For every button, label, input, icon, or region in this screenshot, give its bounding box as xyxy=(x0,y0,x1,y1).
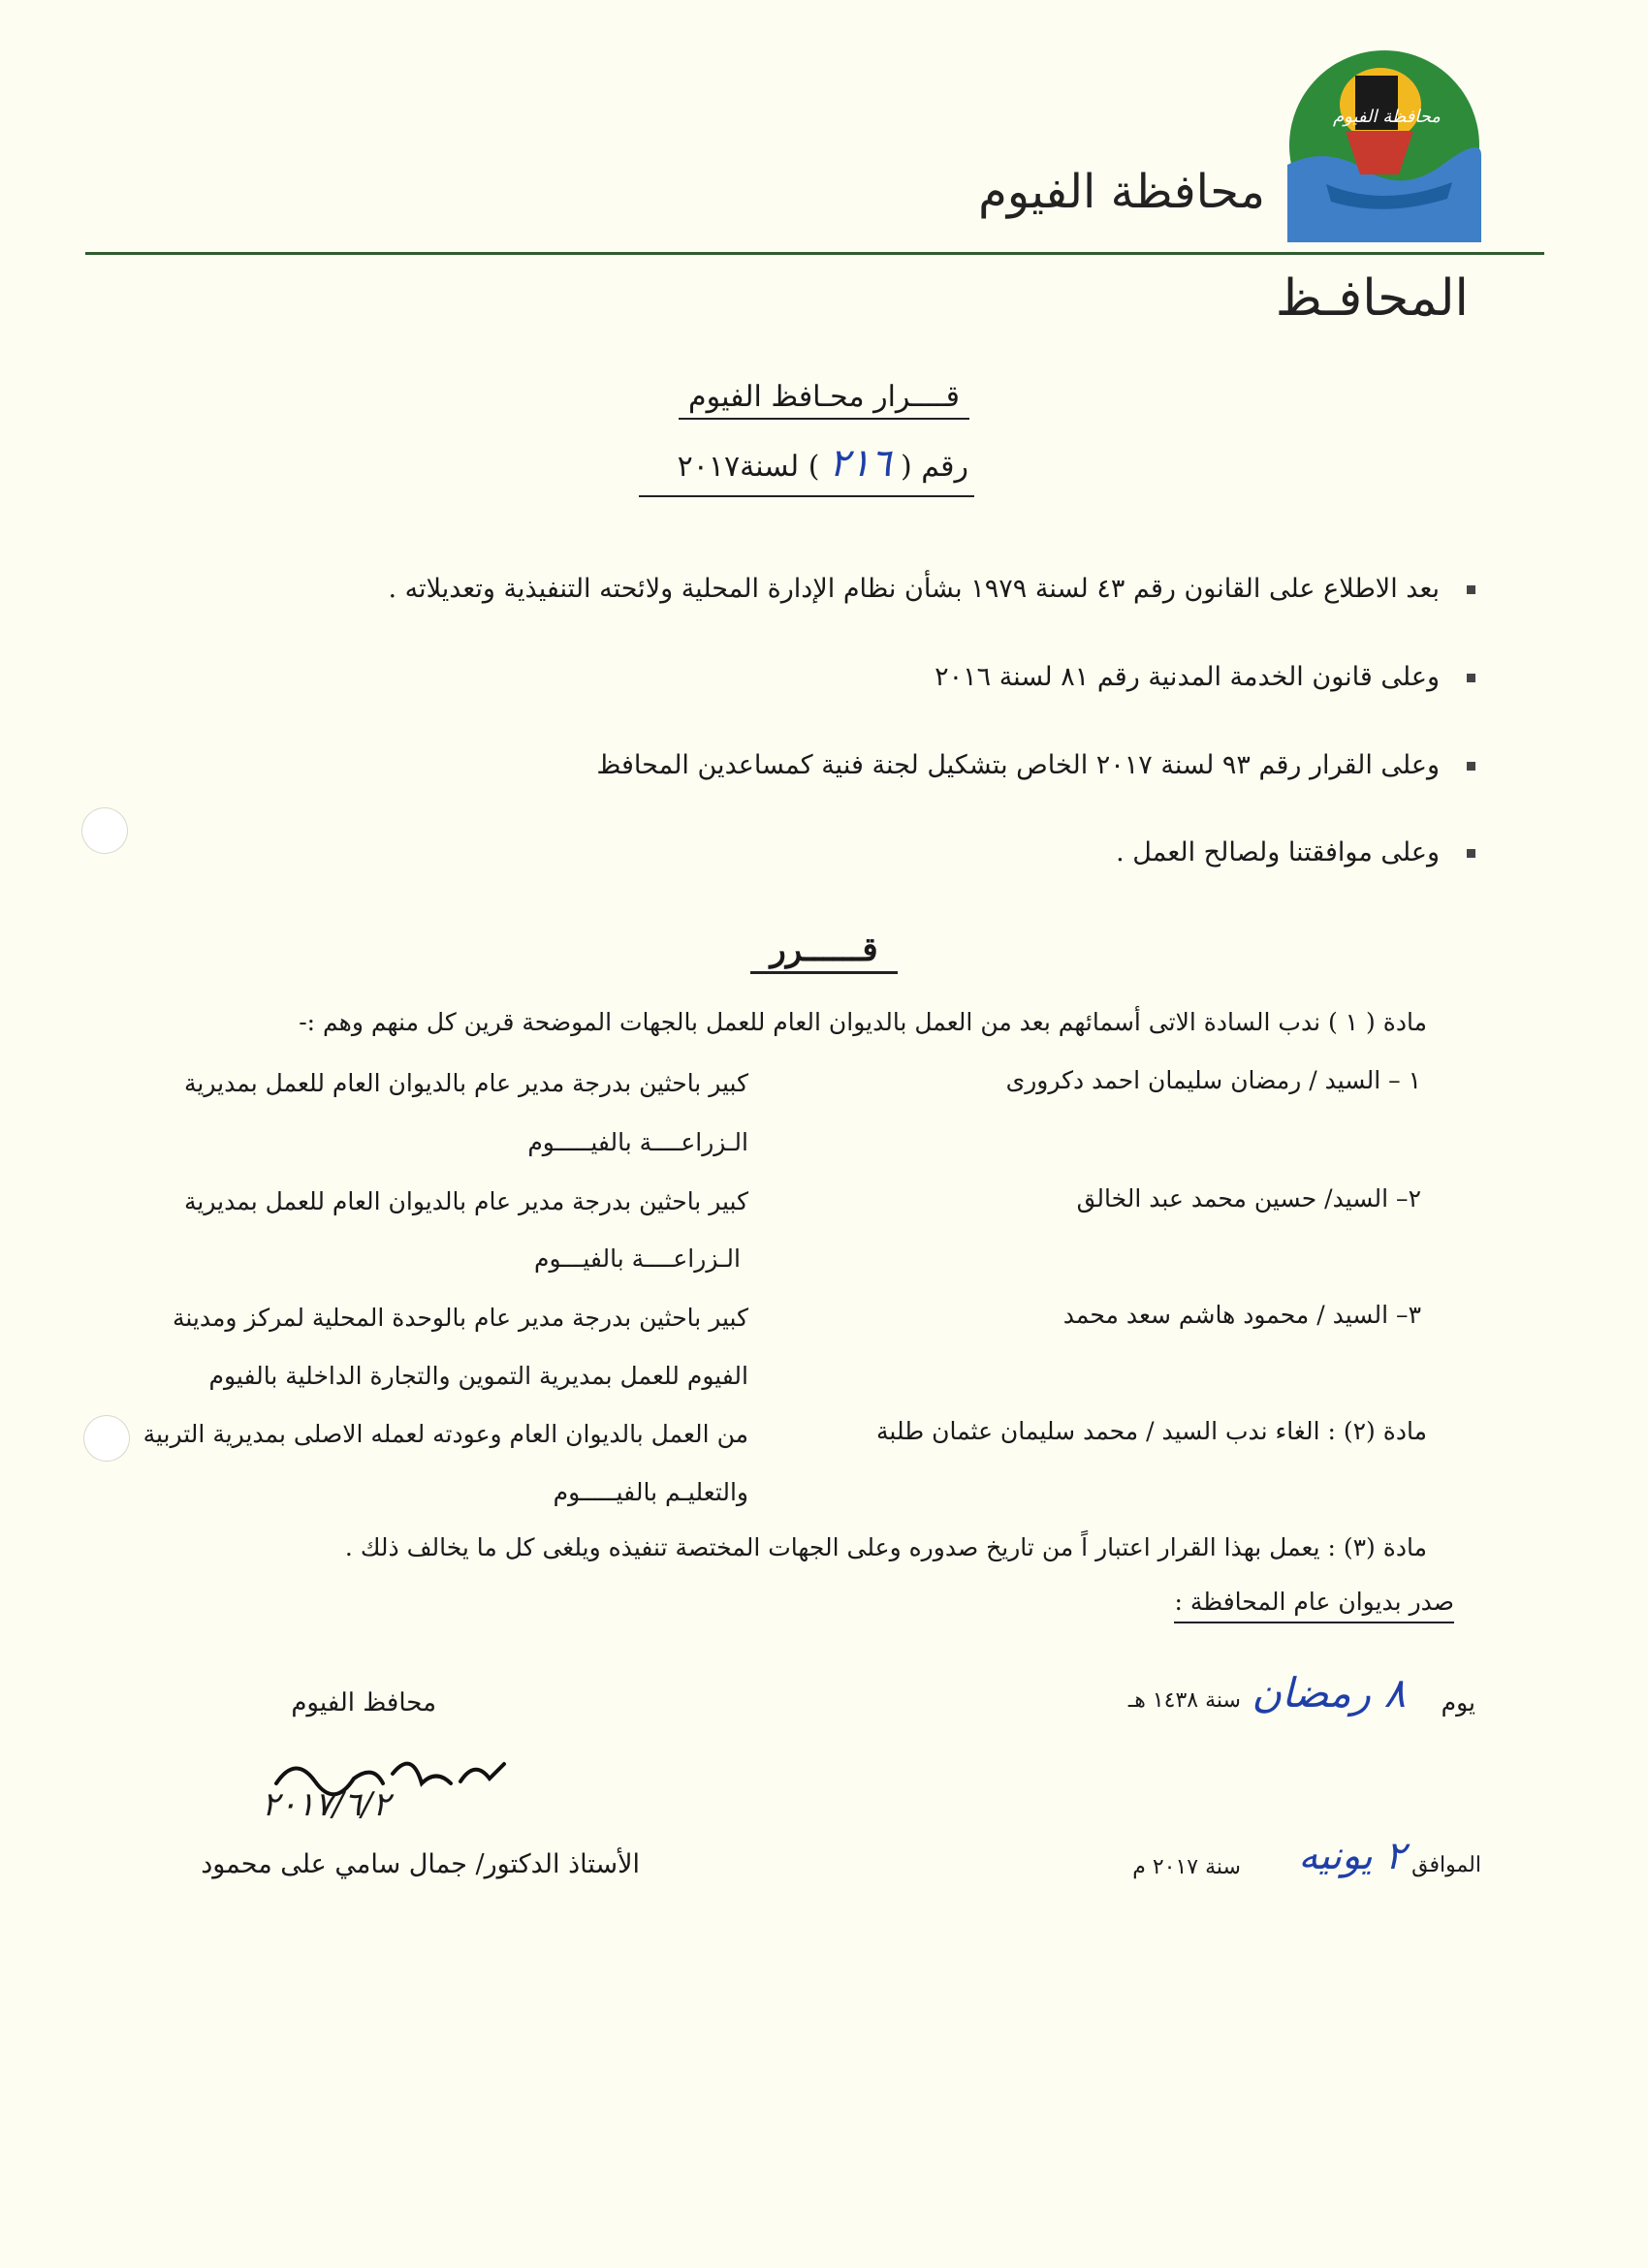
decision-number-handwritten: ٢١٦ xyxy=(828,441,892,486)
article1-desc-3b: الفيوم للعمل بمديرية التموين والتجارة الداخلية بالفيوم xyxy=(208,1362,748,1390)
logo-lettering: محافظة الفيوم xyxy=(1333,107,1441,127)
punch-hole-top xyxy=(81,807,128,854)
decision-number: رقم ( ٢١٦ ) لسنة٢٠١٧ xyxy=(639,441,974,497)
preamble-item: بعد الاطلاع على القانون رقم ٤٣ لسنة ١٩٧٩ بشأن نظام الإدارة المحلية ولائحته التنفيذية وتعديلاته . xyxy=(388,574,1440,604)
hijri-year: سنة ١٤٣٨ هـ xyxy=(1127,1688,1241,1713)
article3-text: مادة (٣) : يعمل بهذا القرار اعتبار اً من تاريخ صدوره وعلى الجهات المختصة تنفيذه ويلغى كل ما يخالف ذلك . xyxy=(344,1533,1427,1561)
corr-handwritten: ٢ يونيه xyxy=(1298,1834,1406,1878)
article2-desc-b: والتعليـم بالفيـــــوم xyxy=(553,1478,748,1506)
day-handwritten: ٨ رمضان xyxy=(1252,1669,1406,1717)
day-label: يوم xyxy=(1441,1688,1475,1717)
issued-line: صدر بديوان عام المحافظة : xyxy=(1174,1588,1454,1623)
article1-desc-1a: كبير باحثين بدرجة مدير عام بالديوان العام للعمل بمديرية xyxy=(184,1069,748,1097)
signature-title: محافظ الفيوم xyxy=(291,1688,436,1717)
header-rule xyxy=(85,252,1544,255)
decision-title: قــــرار محـافظ الفيوم xyxy=(0,380,1648,414)
greg-year: سنة ٢٠١٧ م xyxy=(1132,1855,1241,1879)
article1-desc-2a: كبير باحثين بدرجة مدير عام بالديوان العام للعمل بمديرية xyxy=(184,1187,748,1215)
signatory-name: الأستاذ الدكتور/ جمال سامي على محمود xyxy=(201,1849,640,1879)
article1-name-1: ١ – السيد / رمضان سليمان احمد دكرورى xyxy=(1005,1066,1421,1094)
governorate-logo xyxy=(1287,48,1481,242)
decides-heading: قــــــرر xyxy=(0,930,1648,969)
article1-desc-1b: الـزراعــــة بالفيـــــوم xyxy=(527,1128,748,1156)
article1-desc-3a: كبير باحثين بدرجة مدير عام بالوحدة المحلية لمركز ومدينة xyxy=(172,1304,748,1332)
article2-text: مادة (٢) : الغاء ندب السيد / محمد سليمان عثمان طلبة xyxy=(876,1417,1427,1445)
corr-label: الموافق xyxy=(1411,1853,1481,1877)
governorate-name: محافظة الفيوم xyxy=(978,165,1265,219)
article1-desc-2b: الـزراعــــة بالفيـــوم xyxy=(533,1244,741,1273)
article1-name-2: ٢– السيد/ حسين محمد عبد الخالق xyxy=(1076,1184,1421,1213)
preamble-item: وعلى القرار رقم ٩٣ لسنة ٢٠١٧ الخاص بتشكيل لجنة فنية كمساعدين المحافظ xyxy=(596,750,1440,780)
signature-hand-date: ٢٠١٧/٦/٢ xyxy=(262,1785,391,1824)
office-title: المحافـظ xyxy=(1275,269,1469,328)
article1-intro: مادة ( ١ ) ندب السادة الاتى أسمائهم بعد من العمل بالديوان العام للعمل بالجهات الموضحة قرين كل منهم وهم :- xyxy=(299,1008,1427,1036)
preamble-item: وعلى موافقتنا ولصالح العمل . xyxy=(1116,837,1440,867)
article2-desc-a: من العمل بالديوان العام وعودته لعمله الاصلى بمديرية التربية xyxy=(143,1420,748,1448)
preamble-item: وعلى قانون الخدمة المدنية رقم ٨١ لسنة ٢٠١٦ xyxy=(935,662,1440,692)
article1-name-3: ٣– السيد / محمود هاشم سعد محمد xyxy=(1062,1301,1421,1329)
